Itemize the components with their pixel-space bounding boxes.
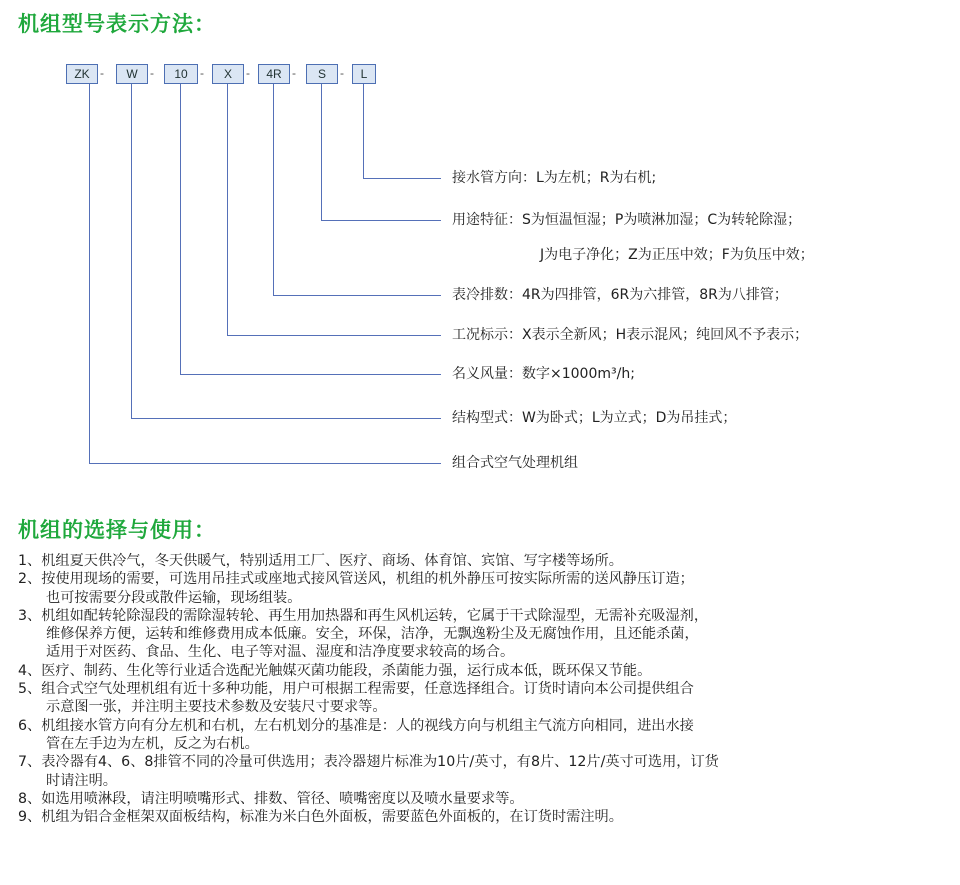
connector-line-x [227,84,228,335]
code-separator: - [292,66,296,80]
code-box-w: W [116,64,148,84]
desc-water-pipe: 接水管方向：L为左机；R为右机; [452,170,657,186]
connector-line-s [321,84,322,220]
usage-line-continued: 也可按需要分段或散件运输，现场组装。 [46,589,302,606]
connector-line-l [363,178,441,179]
connector-line-10 [180,374,441,375]
connector-line-w [131,418,441,419]
desc-condition: 工况标示：X表示全新风；H表示混风；纯回风不予表示； [452,327,809,343]
desc-structure: 结构型式：W为卧式；L为立式；D为吊挂式； [452,410,737,426]
code-box-4r: 4R [258,64,290,84]
code-separator: - [100,66,104,80]
connector-line-10 [180,84,181,374]
usage-item: 1、机组夏天供冷气，冬天供暖气，特别适用工厂、医疗、商场、体育馆、宾馆、写字楼等场所。 [18,553,623,569]
model-heading: 机组型号表示方法： [18,12,216,36]
code-box-zk: ZK [66,64,98,84]
usage-line-continued: 适用于对医药、食品、生化、电子等对温、湿度和洁净度要求较高的场合。 [46,644,515,661]
usage-item: 7、表冷器有4、6、8排管不同的冷量可供选用；表冷器翅片标准为10片/英寸，有8片、12片/英寸可选用，订货 [18,754,719,771]
usage-item: 5、组合式空气处理机组有近十多种功能，用户可根据工程需要，任意选择组合。订货时请向本公司提供组合 [18,681,694,698]
usage-line-continued: 维修保养方便，运转和维修费用成本低廉。安全，环保，洁净，无飘逸粉尘及无腐蚀作用，且还能杀菌， [46,626,699,643]
connector-line-4r [273,295,441,296]
desc-coil-rows: 表冷排数：4R为四排管，6R为六排管，8R为八排管； [452,287,788,303]
code-box-x: X [212,64,244,84]
connector-line-4r [273,84,274,295]
connector-line-l [363,84,364,178]
connector-line-zk [89,463,441,464]
connector-line-w [131,84,132,418]
usage-item: 3、机组如配转轮除湿段的需除湿转轮、再生用加热器和再生风机运转，它属于干式除湿型，无需补充吸湿剂， [18,607,709,624]
code-separator: - [340,66,344,80]
code-separator: - [200,66,204,80]
connector-line-s [321,220,441,221]
usage-line-continued: 时请注明。 [46,772,117,789]
desc-usage-feature-cont: J为电子净化；Z为正压中效；F为负压中效； [540,247,814,263]
usage-item: 6、机组接水管方向有分左机和右机，左右机划分的基准是：人的视线方向与机组主气流方向相同，进出水接 [18,717,694,734]
code-box-l: L [352,64,376,84]
connector-line-zk [89,84,90,463]
usage-item: 9、机组为铝合金框架双面板结构，标准为米白色外面板，需要蓝色外面板的，在订货时需注明。 [18,809,623,826]
code-separator: - [150,66,154,80]
usage-item: 4、医疗、制药、生化等行业适合选配光触媒灭菌功能段，杀菌能力强，运行成本低，既环保又节能。 [18,662,652,679]
code-box-s: S [306,64,338,84]
usage-item: 8、如选用喷淋段，请注明喷嘴形式、排数、管径、喷嘴密度以及喷水量要求等。 [18,790,524,807]
desc-airflow: 名义风量：数字×1000m³/h; [452,366,635,382]
code-box-10: 10 [164,64,198,84]
desc-unit: 组合式空气处理机组 [452,455,578,471]
usage-list [18,552,948,826]
code-separator: - [246,66,250,80]
usage-line-continued: 管在左手边为左机，反之为右机。 [46,735,259,752]
usage-heading: 机组的选择与使用： [18,518,216,542]
usage-item: 2、按使用现场的需要，可选用吊挂式或座地式接风管送风，机组的机外静压可按实际所需的送风静压订造； [18,571,694,588]
desc-usage-feature: 用途特征：S为恒温恒湿；P为喷淋加湿；C为转轮除湿； [452,212,802,228]
usage-line-continued: 示意图一张，并注明主要技术参数及安装尺寸要求等。 [46,699,387,716]
connector-line-x [227,335,441,336]
